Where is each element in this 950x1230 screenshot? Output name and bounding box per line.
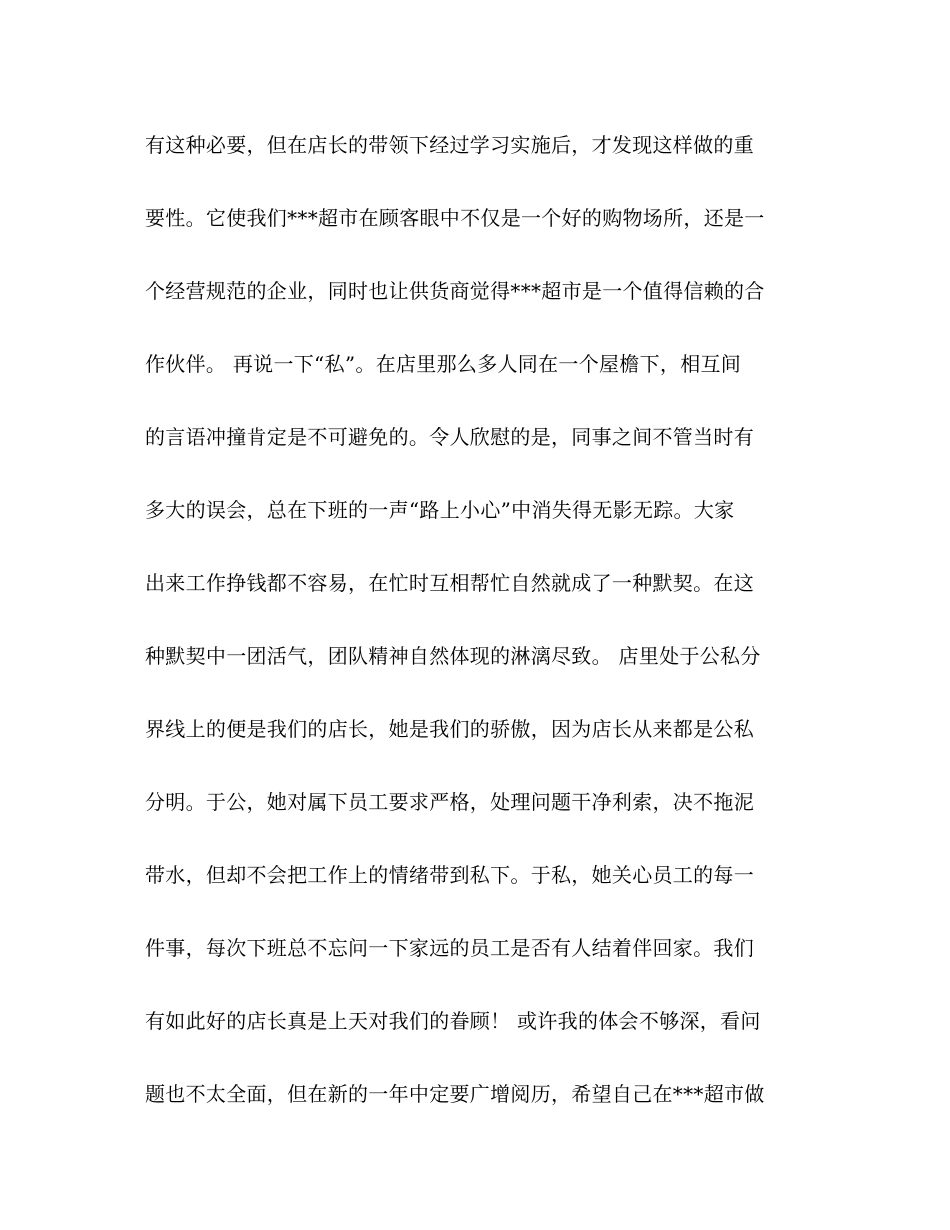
text-line-9: 界线上的便是我们的店长，她是我们的骄傲，因为店长从来都是公私 — [145, 717, 754, 741]
text-line-10: 分明。于公，她对属下员工要求严格，处理问题干净利索，决不拖泥 — [145, 790, 754, 814]
text-line-3: 个经营规范的企业，同时也让供货商觉得***超市是一个值得信赖的合 — [145, 279, 765, 303]
text-line-12: 件事，每次下班总不忘问一下家远的员工是否有人结着伴回家。我们 — [145, 936, 754, 960]
text-line-2: 要性。它使我们***超市在顾客眼中不仅是一个好的购物场所，还是一 — [145, 206, 765, 230]
text-line-13: 有如此好的店长真是上天对我们的眷顾！ 或许我的体会不够深，看问 — [145, 1009, 761, 1033]
text-line-7: 出来工作挣钱都不容易，在忙时互相帮忙自然就成了一种默契。在这 — [145, 571, 754, 595]
text-line-1: 有这种必要，但在店长的带领下经过学习实施后，才发现这样做的重 — [145, 133, 754, 157]
body-text — [145, 120, 810, 1142]
text-line-14: 题也不太全面，但在新的一年中定要广增阅历，希望自己在***超市做 — [145, 1082, 765, 1106]
text-line-6: 多大的误会，总在下班的一声“路上小心”中消失得无影无踪。大家 — [145, 498, 735, 522]
text-line-11: 带水，但却不会把工作上的情绪带到私下。于私，她关心员工的每一 — [145, 863, 754, 887]
text-line-4: 作伙伴。 再说一下“私”。在店里那么多人同在一个屋檐下，相互间 — [145, 352, 742, 376]
text-line-5: 的言语冲撞肯定是不可避免的。令人欣慰的是，同事之间不管当时有 — [145, 425, 754, 449]
text-line-8: 种默契中一团活气，团队精神自然体现的淋漓尽致。 店里处于公私分 — [145, 644, 761, 668]
